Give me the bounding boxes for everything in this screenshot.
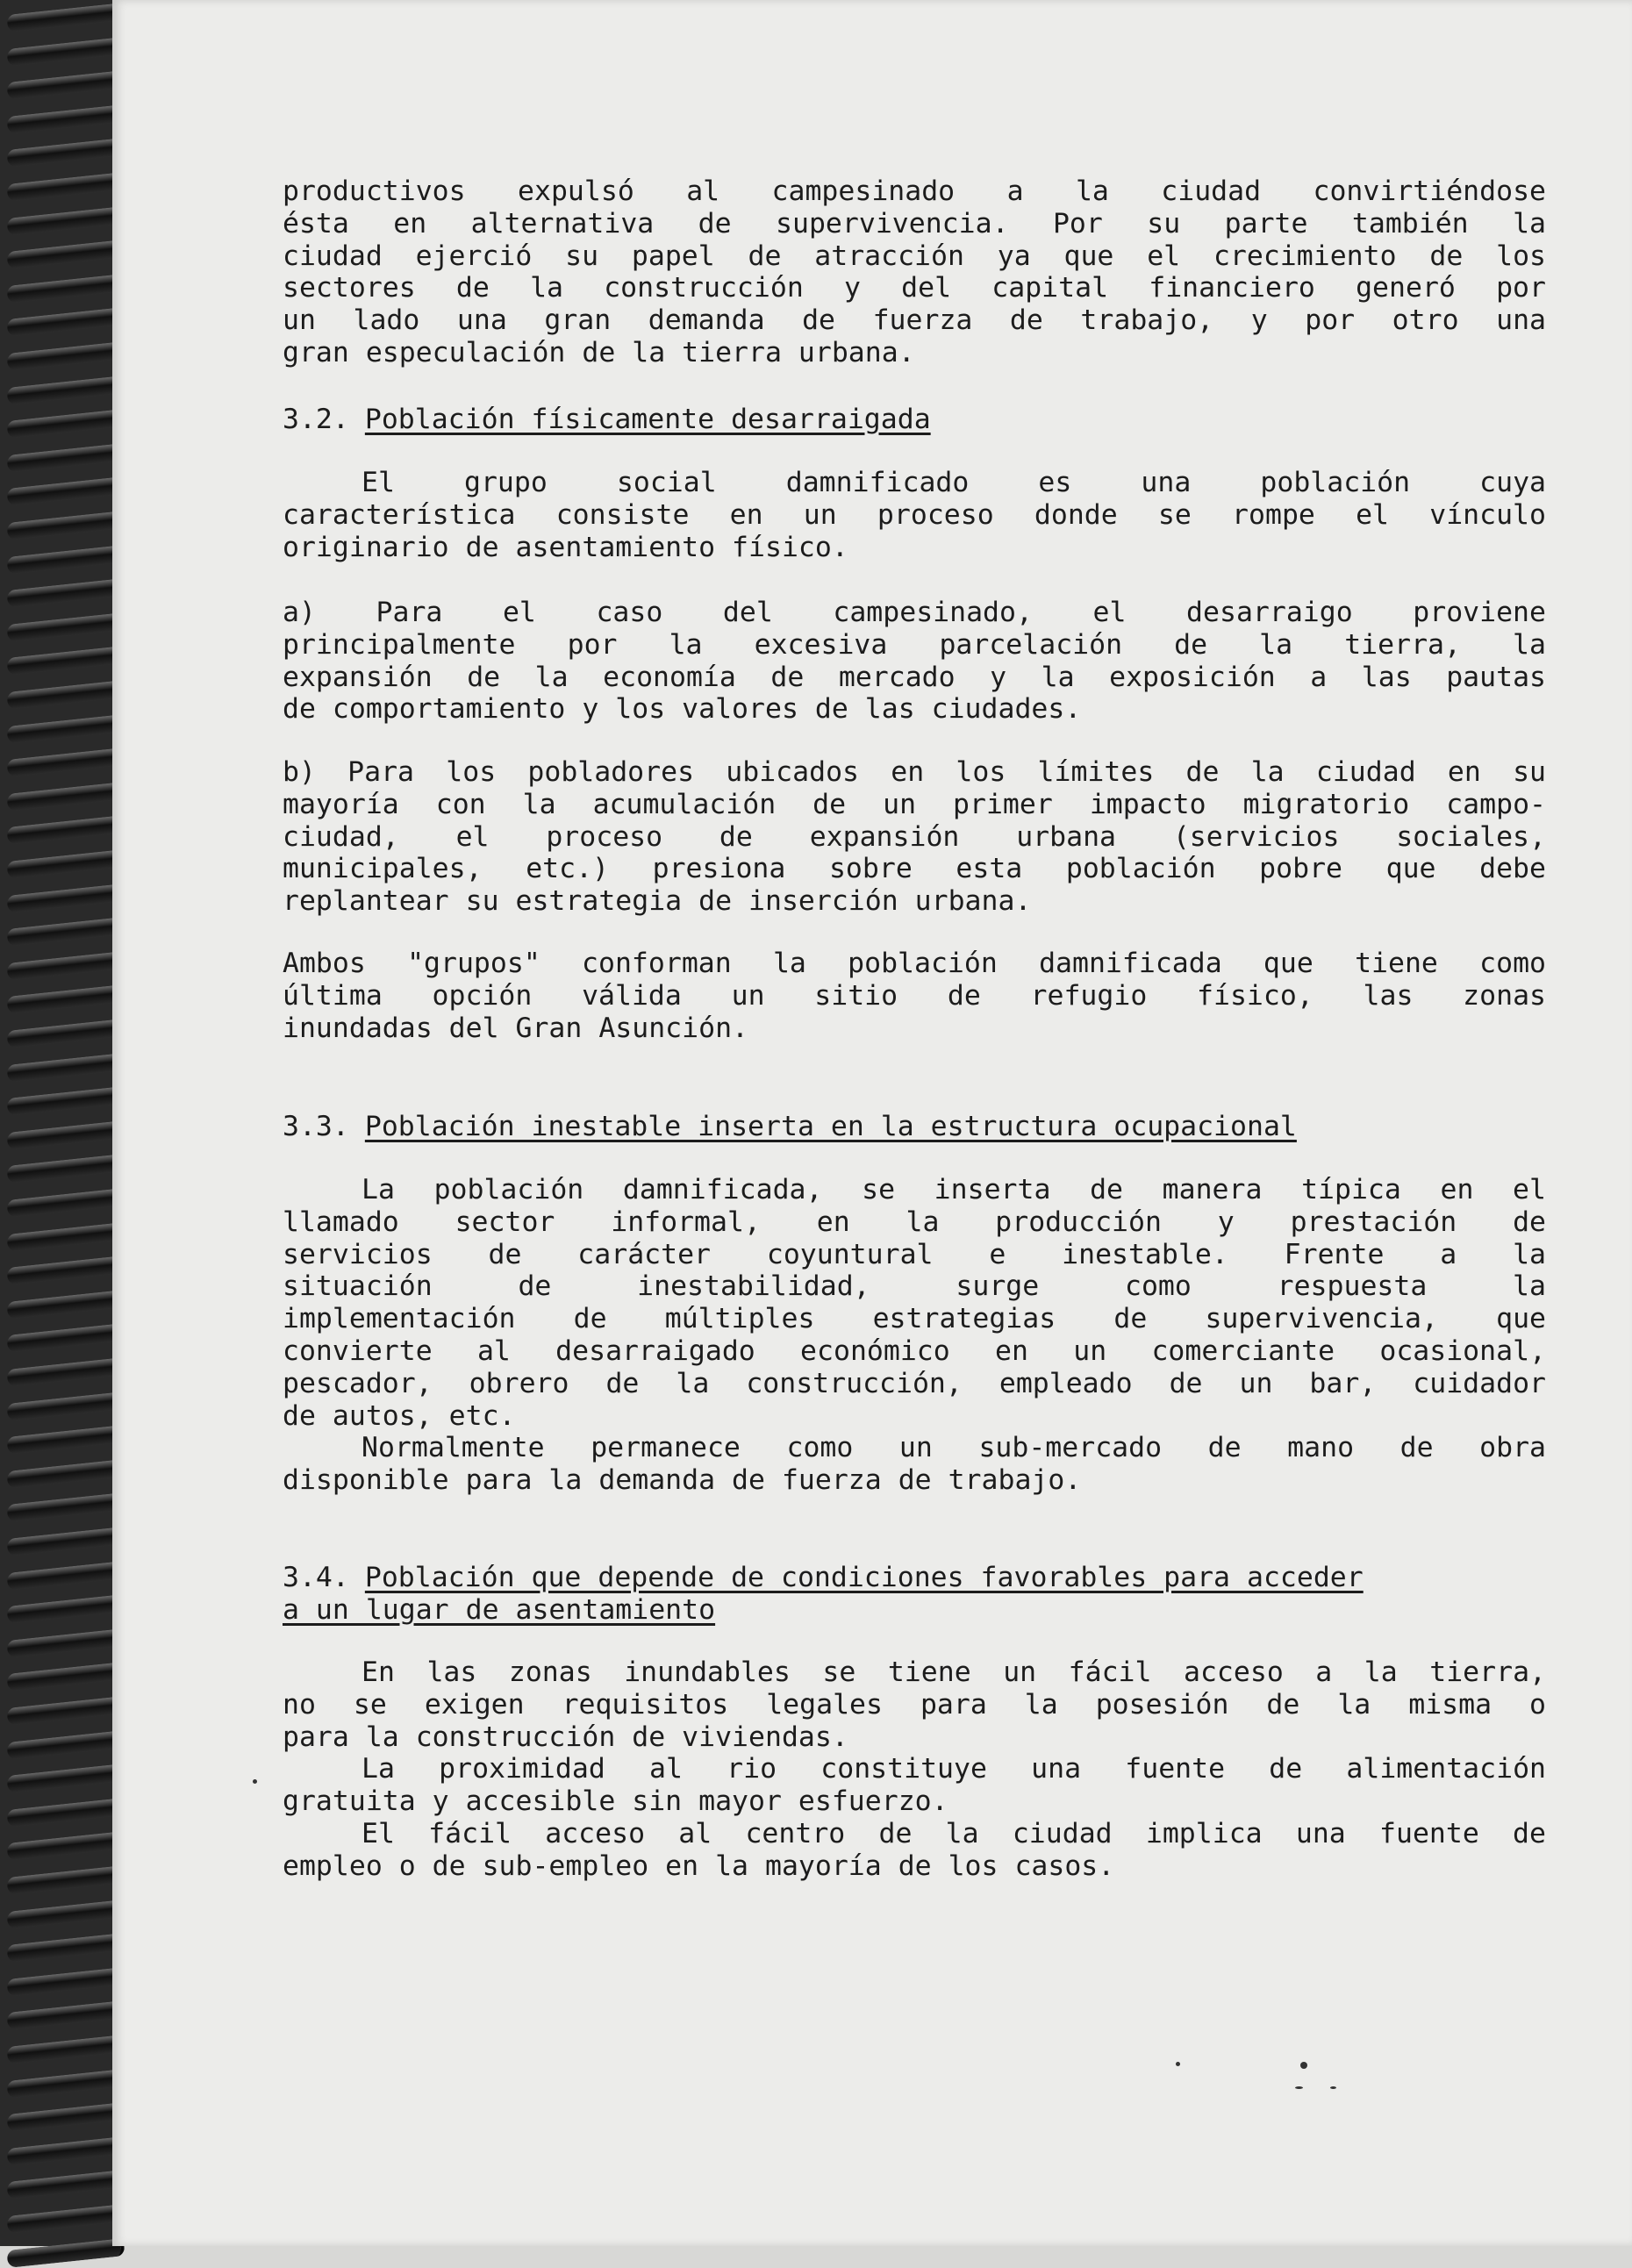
spiral-coil bbox=[6, 1628, 125, 1658]
spiral-coil bbox=[6, 1357, 125, 1387]
text-line: ciudad, el proceso de expansión urbana (servicios sociales, bbox=[283, 820, 1546, 853]
text-line: implementación de múltiples estrategias de supervivencia, que bbox=[283, 1303, 1546, 1335]
spiral-coil bbox=[6, 1425, 125, 1455]
paragraph-a bbox=[283, 597, 1546, 726]
spiral-coil bbox=[6, 1392, 125, 1421]
spiral-coil bbox=[6, 1831, 125, 1861]
text-line: La proximidad al rio constituye una fuente de alimentación bbox=[361, 1753, 1546, 1785]
spiral-coil bbox=[6, 1594, 125, 1624]
spiral-coil bbox=[6, 476, 125, 506]
text-line: mayoría con la acumulación de un primer impacto migratorio campo- bbox=[283, 788, 1546, 820]
section-title: Población físicamente desarraigada bbox=[364, 404, 931, 435]
text-line: productivos expulsó al campesinado a la ciudad convirtiéndose bbox=[283, 175, 1546, 207]
text-line: originario de asentamiento físico. bbox=[283, 531, 848, 563]
section-heading-3-2 bbox=[283, 404, 1546, 436]
spiral-coil bbox=[6, 1900, 125, 1929]
spiral-coil bbox=[6, 2204, 125, 2234]
section-heading-3-3 bbox=[283, 1111, 1546, 1143]
text-line: expansión de la economía de mercado y la exposición a las pautas bbox=[283, 661, 1546, 693]
spiral-coil bbox=[6, 1290, 125, 1320]
text-line: situación de inestabilidad, surge como respuesta la bbox=[283, 1270, 1546, 1303]
spiral-coil bbox=[6, 3, 125, 32]
text-line: Normalmente permanece como un sub-mercado de mano de obra bbox=[361, 1432, 1546, 1464]
paragraph bbox=[283, 1656, 1546, 1883]
spiral-coil bbox=[6, 815, 125, 845]
spiral-coil bbox=[6, 172, 125, 202]
spiral-coil bbox=[6, 951, 125, 981]
spiral-coil bbox=[6, 612, 125, 642]
spiral-coil bbox=[6, 1798, 125, 1828]
paragraph-b bbox=[283, 756, 1546, 918]
spiral-coil bbox=[6, 748, 125, 777]
spiral-coil bbox=[6, 2035, 125, 2064]
paragraph bbox=[283, 467, 1546, 563]
spiral-coil bbox=[6, 206, 125, 236]
text-line: disponible para la demanda de fuerza de trabajo. bbox=[283, 1464, 1082, 1497]
spiral-coil bbox=[6, 2136, 125, 2166]
spiral-coil bbox=[6, 1222, 125, 1252]
text-line: ciudad ejerció su papel de atracción ya que el crecimiento de los bbox=[283, 240, 1546, 272]
spiral-coil bbox=[6, 2069, 125, 2099]
spiral-coil bbox=[6, 1967, 125, 1997]
text-line: no se exigen requisitos legales para la posesión de la misma o bbox=[283, 1688, 1546, 1721]
spiral-coil bbox=[6, 1527, 125, 1556]
spiral-coil bbox=[6, 680, 125, 710]
section-number: 3.3. bbox=[283, 1111, 349, 1142]
spiral-coil bbox=[6, 409, 125, 439]
spiral-coil bbox=[6, 2102, 125, 2132]
text-line: última opción válida un sitio de refugio físico, las zonas bbox=[283, 979, 1546, 1012]
text-line: En las zonas inundables se tiene un fácil acceso a la tierra, bbox=[361, 1656, 1546, 1688]
section-number: 3.4. bbox=[283, 1562, 349, 1593]
text-line: El fácil acceso al centro de la ciudad implica una fuente de bbox=[361, 1817, 1546, 1849]
text-line: ésta en alternativa de supervivencia. Por su parte también la bbox=[283, 207, 1546, 240]
spiral-coil bbox=[6, 274, 125, 304]
spiral-coil bbox=[6, 307, 125, 337]
spiral-coil bbox=[6, 2170, 125, 2200]
text-line: característica consiste en un proceso donde se rompe el vínculo bbox=[283, 498, 1546, 531]
spiral-coil bbox=[6, 1730, 125, 1760]
spiral-coil bbox=[6, 1323, 125, 1353]
text-line: replantear su estrategia de inserción urbana. bbox=[283, 885, 1032, 918]
spiral-coil bbox=[6, 2238, 125, 2268]
spiral-coil bbox=[6, 1019, 125, 1048]
text-line: Ambos "grupos" conforman la población damnificada que tiene como bbox=[283, 948, 1546, 979]
text-line: llamado sector informal, en la producción y prestación de bbox=[283, 1206, 1546, 1238]
spiral-coil bbox=[6, 1256, 125, 1285]
spiral-coil bbox=[6, 782, 125, 812]
text-line: gran especulación de la tierra urbana. bbox=[283, 336, 915, 368]
spiral-coil bbox=[6, 1696, 125, 1726]
intro-paragraph bbox=[283, 175, 1546, 369]
paper-speck bbox=[253, 1779, 257, 1784]
paragraph-ambos bbox=[283, 948, 1546, 1044]
spiral-coil bbox=[6, 2000, 125, 2030]
spiral-coil bbox=[6, 443, 125, 473]
paper-speck bbox=[1330, 2086, 1336, 2089]
text-line: para la construcción de viviendas. bbox=[283, 1721, 848, 1753]
spiral-coil bbox=[6, 1662, 125, 1692]
section-title: Población que depende de condiciones favorables para acceder bbox=[364, 1562, 1364, 1593]
text-line: principalmente por la excesiva parcelación de la tierra, la bbox=[283, 628, 1546, 661]
paper-speck bbox=[1176, 2062, 1180, 2066]
spiral-coil bbox=[6, 1764, 125, 1793]
section-number: 3.2. bbox=[283, 404, 349, 435]
spiral-coil bbox=[6, 70, 125, 100]
spiral-coil bbox=[6, 849, 125, 879]
spiral-coil bbox=[6, 1154, 125, 1184]
spiral-coil bbox=[6, 1492, 125, 1522]
text-line: sectores de la construcción y del capital financiero generó por bbox=[283, 272, 1546, 304]
text-line: a) Para el caso del campesinado, el desarraigo proviene bbox=[283, 597, 1546, 628]
spiral-coil bbox=[6, 714, 125, 744]
spiral-binding bbox=[0, 0, 123, 2246]
paper-speck bbox=[1300, 2062, 1307, 2069]
text-line: convierte al desarraigado económico en un comerciante ocasional, bbox=[283, 1334, 1546, 1367]
spiral-coil bbox=[6, 1120, 125, 1150]
spiral-coil bbox=[6, 1865, 125, 1895]
spiral-coil bbox=[6, 240, 125, 269]
spiral-coil bbox=[6, 376, 125, 405]
text-line: municipales, etc.) presiona sobre esta población pobre que debe bbox=[283, 853, 1546, 885]
spiral-coil bbox=[6, 1561, 125, 1591]
spiral-coil bbox=[6, 1459, 125, 1489]
spiral-coil bbox=[6, 578, 125, 608]
text-line: de comportamiento y los valores de las ciudades. bbox=[283, 693, 1082, 726]
text-line: un lado una gran demanda de fuerza de trabajo, y por otro una bbox=[283, 304, 1546, 337]
spiral-coil bbox=[6, 984, 125, 1014]
spiral-coil bbox=[6, 37, 125, 67]
spiral-coil bbox=[6, 511, 125, 540]
text-line: La población damnificada, se inserta de manera típica en el bbox=[361, 1174, 1546, 1206]
spiral-coil bbox=[6, 1086, 125, 1116]
section-heading-3-4 bbox=[283, 1562, 1546, 1627]
text-line: servicios de carácter coyuntural e inestable. Frente a la bbox=[283, 1238, 1546, 1270]
text-line: empleo o de sub-empleo en la mayoría de los casos. bbox=[283, 1849, 1115, 1882]
spiral-coil bbox=[6, 884, 125, 913]
spiral-coil bbox=[6, 646, 125, 676]
spiral-coil bbox=[6, 545, 125, 575]
section-title: Población inestable inserta en la estructura ocupacional bbox=[364, 1111, 1297, 1142]
spiral-coil bbox=[6, 341, 125, 371]
spiral-coil bbox=[6, 138, 125, 168]
text-line: pescador, obrero de la construcción, empleado de un bar, cuidador bbox=[283, 1367, 1546, 1399]
spiral-coil bbox=[6, 1933, 125, 1963]
section-title-continued: a un lugar de asentamiento bbox=[283, 1593, 716, 1626]
spiral-coil bbox=[6, 1188, 125, 1218]
paper-speck bbox=[1295, 2086, 1303, 2089]
spiral-coil bbox=[6, 917, 125, 947]
text-line: gratuita y accesible sin mayor esfuerzo. bbox=[283, 1785, 948, 1818]
spiral-coil bbox=[6, 104, 125, 134]
text-line: El grupo social damnificado es una población cuya bbox=[361, 467, 1546, 498]
spiral-coil bbox=[6, 1053, 125, 1083]
paragraph bbox=[283, 1174, 1546, 1497]
text-line: de autos, etc. bbox=[283, 1399, 516, 1432]
text-line: inundadas del Gran Asunción. bbox=[283, 1012, 749, 1044]
text-line: b) Para los pobladores ubicados en los límites de la ciudad en su bbox=[283, 756, 1546, 788]
